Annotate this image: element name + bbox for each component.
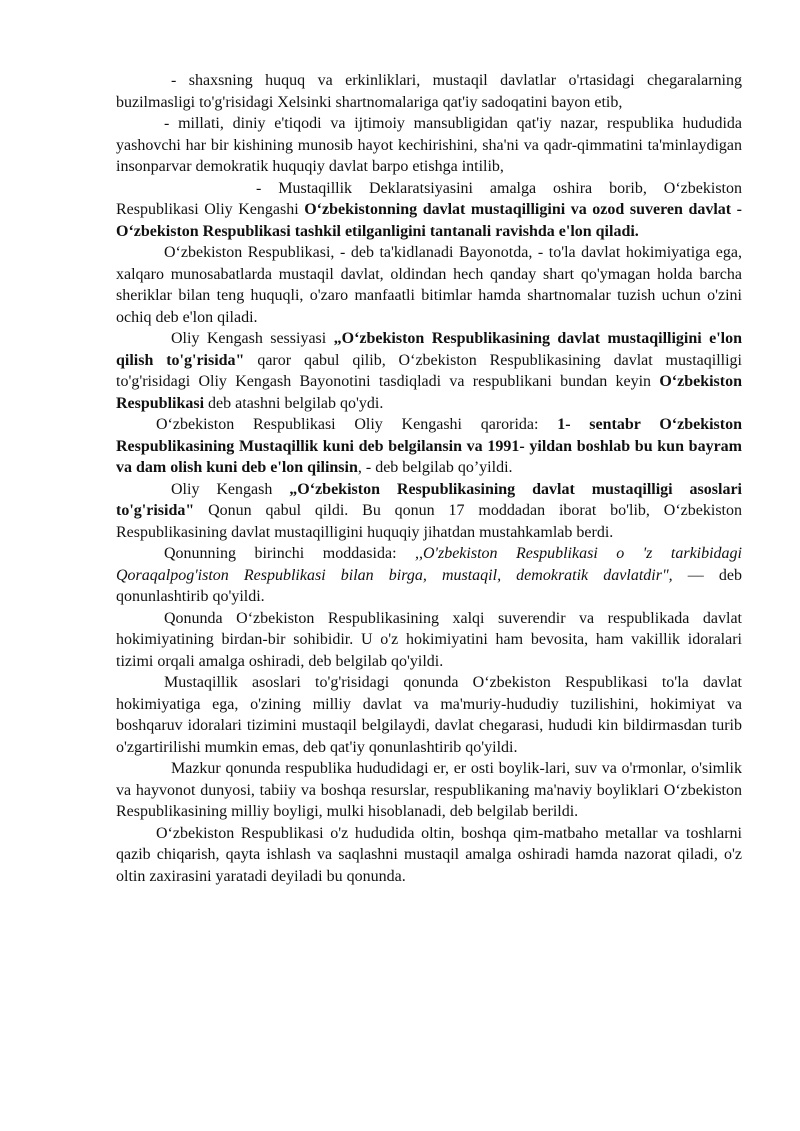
paragraph: [116, 608, 742, 673]
paragraph-text: Oliy Kengash sessiyasi: [171, 330, 334, 347]
bold-text: „O‘zbekiston Respublikasining davlat mustaqilligini e'lon qilish to'g'risida": [116, 330, 743, 369]
italic-quote: ,,O'zbekiston Respublikasi o 'z tarkibidagi Qoraqalpog'iston Respublikasi bilan birga, mustaqil, demokratik davlatdir",: [116, 545, 743, 584]
paragraph-text: Oliy Kengash: [171, 480, 290, 498]
bold-text: O‘zbekiston Respublikasi: [116, 373, 742, 412]
paragraph-text: O‘zbekiston Respublikasi o'z hududida oltin, boshqa qim-matbaho metallar va toshlarni qazib chiqarish, qayta ishlash va saqlashni mustaqil amalga oshiradi hamda nazorat qiladi, o'z oltin zaxirasini yaratadi deyiladi bu qonunda.: [116, 824, 742, 885]
document-page: [116, 70, 742, 887]
paragraph-text: , - deb belgilab qo’yildi.: [357, 459, 513, 476]
paragraph-text: Qonun qabul qildi. Bu qonun 17 moddadan iborat bo'lib, O‘zbekiston Respublikasining davlat mustaqilligini huquqiy jihatdan mustahkamlab berdi.: [116, 502, 742, 541]
paragraph: [116, 414, 742, 479]
bold-text: „O‘zbekiston Respublikasining davlat mustaqilligi asoslari to'g'risida": [116, 480, 742, 519]
paragraph-text: - Mustaqillik Deklaratsiyasini amalga oshira borib, O‘zbekiston Respublikasi Oliy Kengashi: [116, 179, 742, 218]
paragraph: [116, 758, 742, 823]
paragraph: [116, 823, 742, 888]
paragraph-text: O‘zbekiston Respublikasi, - deb ta'kidlanadi Bayonotda, - to'la davlat hokimiyatiga ega, xalqaro munosabatlarda mustaqil davlat, oldindan hech qanday shart qo'ymagan holda barcha sheriklar bilan teng huquqli, o'zaro manfaatli bitimlar hamda shartnomalar tuzish uchun o'zini ochiq deb e'lon qiladi.: [116, 244, 742, 326]
paragraph-text: Qonunning birinchi moddasida:: [164, 545, 415, 562]
paragraph-text: Mazkur qonunda respublika hududidagi er, er osti boylik-lari, suv va o'rmonlar, o'simlik va hayvonot dunyosi, tabiiy va boshqa resurslar, respublikaning ma'naviy boyliklari O‘zbekiston Respublikasining milliy boyligi, mulki hisoblanadi, deb belgilab berildi.: [116, 760, 742, 820]
paragraph-text: — deb qonunlashtirib qo'yildi.: [116, 566, 742, 605]
paragraph: [116, 242, 742, 328]
paragraph: [116, 328, 742, 414]
paragraph: [116, 672, 742, 758]
paragraph: [116, 543, 742, 608]
bold-text: 1- sentabr O‘zbekiston Respublikasining Mustaqillik kuni deb belgilansin va 1991- yildan boshlab bu kun bayram va dam olish kuni deb e'lon qilinsin: [116, 416, 742, 476]
paragraph: [116, 70, 742, 113]
paragraph-text: - millati, diniy e'tiqodi va ijtimoiy mansubligidan qat'iy nazar, respublika hududida yashovchi har bir kishining munosib hayot kechirishini, sha'ni va qadr-qimmatini ta'minlaydigan insonparvar demokratik huquqiy davlat barpo etishga intilib,: [116, 115, 742, 175]
paragraph-text: qaror qabul qilib, O‘zbekiston Respublikasining davlat mustaqilligi to'g'risidagi Oliy Kengash Bayonotini tasdiqladi va respublikani bundan keyin: [116, 351, 743, 390]
paragraph-text: deb atashni belgilab qo'ydi.: [204, 394, 384, 412]
paragraph-text: - shaxsning huquq va erkinliklari, mustaqil davlatlar o'rtasidagi chegaralarning buzilmasligi to'g'risidagi Xelsinki shartnomalariga qat'iy sadoqatini bayon etib,: [116, 72, 742, 111]
paragraph-text: Mustaqillik asoslari to'g'risidagi qonunda O‘zbekiston Respublikasi to'la davlat hokimiyatiga ega, o'zining milliy davlat va ma'muriy-hududiy tuzilishini, hokimiyat va boshqaruv idoralari tizimini mustaqil belgilaydi, davlat chegarasi, hududi kin bildirmasdan turib o'zgartirilishi mumkin emas, deb qat'iy qonunlashtirib qo'yildi.: [116, 674, 742, 756]
paragraph-text: O‘zbekiston Respublikasi Oliy Kengashi qarorida:: [156, 416, 558, 433]
paragraph: [116, 113, 742, 178]
paragraph-text: Qonunda O‘zbekiston Respublikasining xalqi suverendir va respublikada davlat hokimiyatining birdan-bir sohibidir. U o'z hokimiyatini ham bevosita, ham vakillik idoralari tizimi orqali amalga oshiradi, deb belgilab qo'yildi.: [116, 609, 742, 670]
paragraph: [116, 178, 742, 243]
bold-text: O‘zbekistonning davlat mustaqilligini va ozod suveren davlat - O‘zbekiston Respublikasi tashkil etilganligini tantanali ravishda e'lon qiladi.: [116, 201, 742, 240]
paragraph: [116, 479, 742, 544]
